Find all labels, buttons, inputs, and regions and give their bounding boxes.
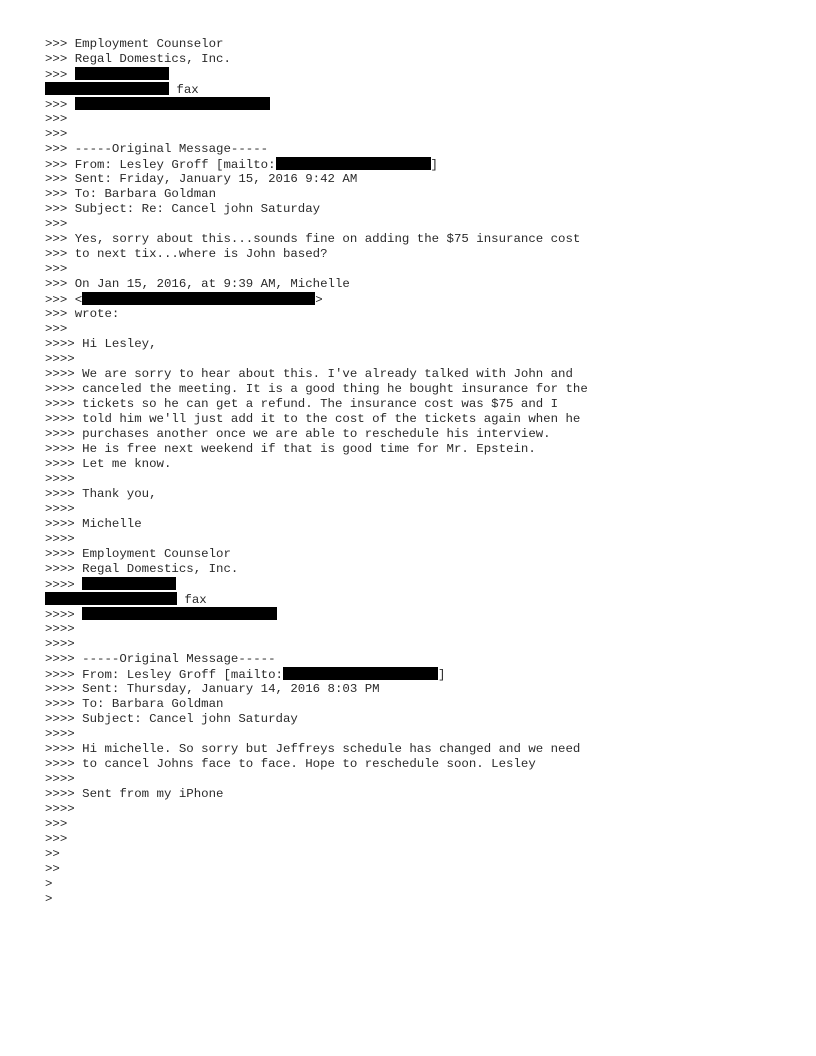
line-text: >>>> Regal Domestics, Inc.: [45, 562, 239, 576]
email-line: [45, 352, 785, 367]
line-text: >>>> Thank you,: [45, 487, 157, 501]
line-text: >>>>: [45, 608, 83, 622]
email-line: [45, 37, 785, 52]
line-text: >>: [45, 862, 60, 876]
email-line: [45, 697, 785, 712]
redaction-block: [75, 67, 169, 80]
email-line: [45, 277, 785, 292]
email-line: [45, 262, 785, 277]
line-text: >>> <: [45, 293, 83, 307]
email-line: [45, 412, 785, 427]
redaction-block: [75, 97, 270, 110]
line-text: >>>> tickets so he can get a refund. The insurance cost was $75 and I: [45, 397, 559, 411]
email-line: [45, 727, 785, 742]
email-line: [45, 682, 785, 697]
line-text: >>> Yes, sorry about this...sounds fine on adding the $75 insurance cost: [45, 232, 581, 246]
email-line: [45, 457, 785, 472]
email-line: [45, 652, 785, 667]
line-text: >>> Regal Domestics, Inc.: [45, 52, 231, 66]
email-line: [45, 367, 785, 382]
redaction-block: [283, 667, 438, 680]
email-document: [45, 37, 785, 907]
line-text: >>>> From: Lesley Groff [mailto:: [45, 668, 283, 682]
line-text: >>>> Michelle: [45, 517, 142, 531]
email-line: [45, 142, 785, 157]
line-text: >>>>: [45, 532, 75, 546]
line-text: >>>> He is free next weekend if that is good time for Mr. Epstein.: [45, 442, 536, 456]
line-text: >>> -----Original Message-----: [45, 142, 269, 156]
email-line: [45, 757, 785, 772]
line-text: >>>> Let me know.: [45, 457, 172, 471]
line-text: >>>> to cancel Johns face to face. Hope to reschedule soon. Lesley: [45, 757, 536, 771]
line-text: >>> From: Lesley Groff [mailto:: [45, 158, 276, 172]
email-line: [45, 307, 785, 322]
email-line: [45, 172, 785, 187]
email-line: [45, 892, 785, 907]
line-text: >>>: [45, 217, 68, 231]
line-text: >>>: [45, 98, 75, 112]
line-text-after: ]: [430, 158, 438, 172]
line-text: >>>> canceled the meeting. It is a good thing he bought insurance for the: [45, 382, 588, 396]
email-line: [45, 337, 785, 352]
email-line: [45, 157, 785, 172]
line-text: >>>> Hi michelle. So sorry but Jeffreys schedule has changed and we need: [45, 742, 581, 756]
line-text: fax: [177, 593, 207, 607]
email-line: [45, 322, 785, 337]
email-line: [45, 127, 785, 142]
email-line: [45, 562, 785, 577]
line-text: >>>>: [45, 727, 75, 741]
email-line: [45, 232, 785, 247]
email-line: [45, 637, 785, 652]
line-text: >>> wrote:: [45, 307, 120, 321]
email-line: [45, 67, 785, 82]
line-text: >>> Employment Counselor: [45, 37, 224, 51]
line-text: >>>> -----Original Message-----: [45, 652, 276, 666]
line-text: >>>> Sent: Thursday, January 14, 2016 8:03 PM: [45, 682, 380, 696]
line-text: >>>: [45, 817, 68, 831]
email-line: [45, 472, 785, 487]
line-text: >>>: [45, 127, 68, 141]
line-text: >>>>: [45, 622, 75, 636]
line-text: >>>: [45, 68, 75, 82]
email-line: [45, 247, 785, 262]
line-text: >>>: [45, 322, 68, 336]
email-line: [45, 817, 785, 832]
line-text: >>>>: [45, 772, 75, 786]
email-line: [45, 772, 785, 787]
email-line: [45, 862, 785, 877]
line-text: >>>>: [45, 578, 83, 592]
line-text: >>> Subject: Re: Cancel john Saturday: [45, 202, 321, 216]
email-line: [45, 742, 785, 757]
line-text: >>>> told him we'll just add it to the cost of the tickets again when he: [45, 412, 581, 426]
redaction-block: [45, 82, 169, 95]
line-text: >>> To: Barbara Goldman: [45, 187, 217, 201]
line-text: >>>> To: Barbara Goldman: [45, 697, 224, 711]
line-text: >>>> We are sorry to hear about this. I've already talked with John and: [45, 367, 573, 381]
email-line: [45, 217, 785, 232]
line-text: >>> On Jan 15, 2016, at 9:39 AM, Michelle: [45, 277, 350, 291]
email-line: [45, 502, 785, 517]
email-line: [45, 97, 785, 112]
email-line: [45, 532, 785, 547]
line-text-after: >: [315, 293, 323, 307]
redaction-block: [276, 157, 431, 170]
line-text: >: [45, 877, 53, 891]
line-text: >>>>: [45, 472, 75, 486]
line-text: >>: [45, 847, 60, 861]
line-text: >>>> Employment Counselor: [45, 547, 231, 561]
email-line: [45, 427, 785, 442]
email-line: [45, 802, 785, 817]
line-text: >>> to next tix...where is John based?: [45, 247, 328, 261]
line-text: >>>>: [45, 352, 75, 366]
line-text: >>> Sent: Friday, January 15, 2016 9:42 AM: [45, 172, 358, 186]
redaction-block: [82, 607, 277, 620]
line-text: >>>> Sent from my iPhone: [45, 787, 224, 801]
line-text: >>>>: [45, 502, 75, 516]
redaction-block: [45, 592, 177, 605]
line-text: >>>: [45, 832, 68, 846]
email-line: [45, 397, 785, 412]
line-text: >>>> Hi Lesley,: [45, 337, 157, 351]
redaction-block: [82, 577, 176, 590]
email-line: [45, 292, 785, 307]
email-line: [45, 517, 785, 532]
email-line: [45, 52, 785, 67]
email-line: [45, 487, 785, 502]
line-text: >>>> purchases another once we are able to reschedule his interview.: [45, 427, 551, 441]
email-line: [45, 112, 785, 127]
email-line: [45, 82, 785, 97]
email-line: [45, 832, 785, 847]
email-line: [45, 787, 785, 802]
line-text: >: [45, 892, 53, 906]
line-text: >>>>: [45, 802, 75, 816]
line-text: >>>: [45, 112, 68, 126]
redaction-block: [82, 292, 315, 305]
email-line: [45, 187, 785, 202]
line-text-after: ]: [437, 668, 446, 682]
line-text: >>>>: [45, 637, 75, 651]
email-line: [45, 577, 785, 592]
email-line: [45, 382, 785, 397]
email-line: [45, 667, 785, 682]
email-line: [45, 202, 785, 217]
email-line: [45, 847, 785, 862]
email-line: [45, 622, 785, 637]
email-line: [45, 877, 785, 892]
line-text: fax: [169, 83, 199, 97]
email-line: [45, 592, 785, 607]
email-line: [45, 712, 785, 727]
line-text: >>>> Subject: Cancel john Saturday: [45, 712, 298, 726]
email-line: [45, 442, 785, 457]
email-line: [45, 547, 785, 562]
email-line: [45, 607, 785, 622]
line-text: >>>: [45, 262, 68, 276]
